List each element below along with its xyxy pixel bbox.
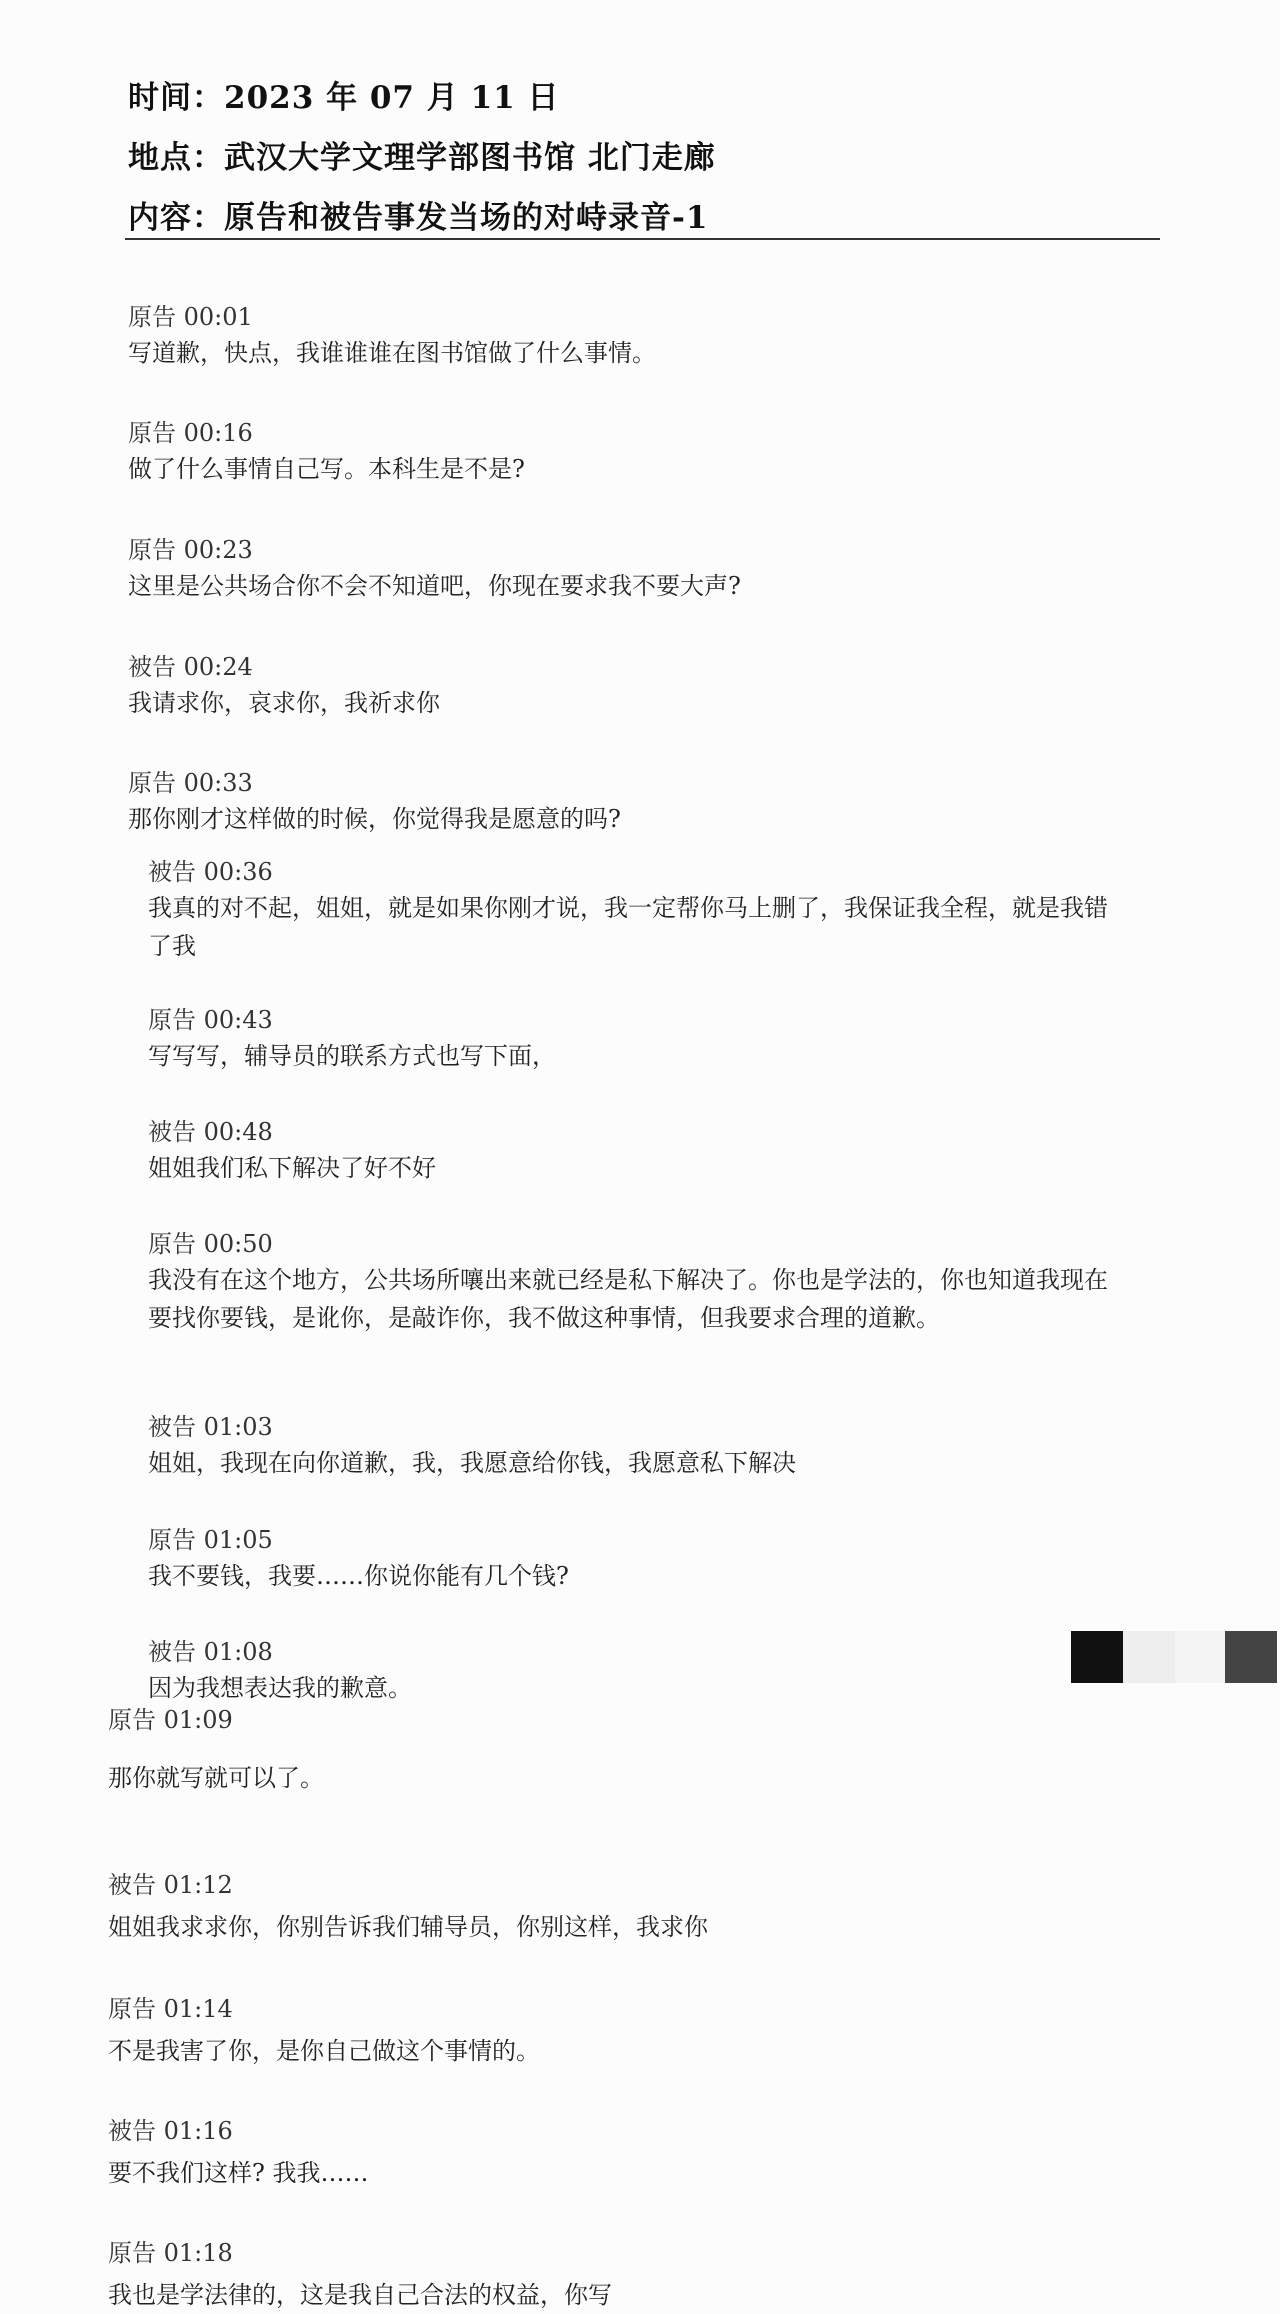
header-content: 内容：原告和被告事发当场的对峙录音-1 — [128, 200, 709, 236]
utterance-text: 不是我害了你，是你自己做这个事情的。 — [108, 2037, 540, 2065]
utterance-text: 那你刚才这样做的时候，你觉得我是愿意的吗? — [128, 805, 621, 833]
speaker-label: 原告 00:16 — [128, 419, 253, 447]
speaker-label: 原告 01:09 — [108, 1706, 233, 1734]
entry-2 — [128, 416, 1128, 488]
entry-7 — [148, 1003, 1123, 1075]
utterance-text: 那你就写就可以了。 — [108, 1764, 324, 1792]
entry-10 — [148, 1410, 1123, 1482]
header-time: 时间：2023 年 07 月 11 日 — [128, 80, 560, 116]
speaker-label: 原告 00:33 — [128, 769, 253, 797]
utterance-text: 因为我想表达我的歉意。 — [148, 1674, 412, 1702]
utterance-text: 写道歉，快点，我谁谁谁在图书馆做了什么事情。 — [128, 339, 656, 367]
entry-15 — [108, 1992, 1108, 2070]
utterance-text: 姐姐我求求你，你别告诉我们辅导员，你别这样，我求你 — [108, 1913, 708, 1941]
utterance-text: 我没有在这个地方，公共场所嚷出来就已经是私下解决了。你也是学法的，你也知道我现在要找你要钱，是讹你，是敲诈你，我不做这种事情，但我要求合理的道歉。 — [148, 1266, 1108, 1332]
entry-1 — [128, 300, 1128, 372]
speaker-label: 被告 01:12 — [108, 1871, 233, 1899]
utterance-text: 我不要钱，我要……你说你能有几个钱? — [148, 1562, 569, 1590]
redaction-swatch — [1175, 1631, 1227, 1683]
entry-3 — [128, 533, 1128, 605]
redaction-swatch — [1071, 1631, 1123, 1683]
utterance-text: 这里是公共场合你不会不知道吧，你现在要求我不要大声? — [128, 572, 741, 600]
utterance-text: 要不我们这样? 我我…… — [108, 2159, 369, 2187]
header-divider — [125, 238, 1160, 240]
speaker-label: 被告 00:48 — [148, 1118, 273, 1146]
utterance-text: 我真的对不起，姐姐，就是如果你刚才说，我一定帮你马上删了，我保证我全程，就是我错了我 — [148, 894, 1108, 960]
entry-17 — [108, 2236, 1108, 2314]
speaker-label: 原告 00:43 — [148, 1006, 273, 1034]
utterance-text: 我请求你，哀求你，我祈求你 — [128, 689, 440, 717]
speaker-label: 原告 00:50 — [148, 1230, 273, 1258]
entry-4 — [128, 650, 1128, 722]
utterance-text: 我也是学法律的，这是我自己合法的权益，你写 — [108, 2281, 612, 2309]
entry-14 — [108, 1868, 1108, 1946]
entry-12 — [148, 1635, 1123, 1707]
speaker-label: 原告 00:23 — [128, 536, 253, 564]
entry-9 — [148, 1227, 1123, 1337]
speaker-label: 被告 00:24 — [128, 653, 253, 681]
entry-8 — [148, 1115, 1123, 1187]
utterance-text: 写写写，辅导员的联系方式也写下面， — [148, 1042, 556, 1070]
entry-6 — [148, 855, 1123, 965]
speaker-label: 原告 01:14 — [108, 1995, 233, 2023]
speaker-label: 原告 01:05 — [148, 1526, 273, 1554]
speaker-label: 原告 00:01 — [128, 303, 253, 331]
speaker-label: 被告 00:36 — [148, 858, 273, 886]
speaker-label: 被告 01:16 — [108, 2117, 233, 2145]
utterance-text: 做了什么事情自己写。本科生是不是? — [128, 455, 525, 483]
redaction-swatch — [1123, 1631, 1175, 1683]
speaker-label: 原告 01:18 — [108, 2239, 233, 2267]
utterance-text: 姐姐我们私下解决了好不好 — [148, 1154, 436, 1182]
entry-5 — [128, 766, 1128, 838]
header-place: 地点：武汉大学文理学部图书馆 北门走廊 — [128, 140, 716, 176]
redaction-swatch — [1225, 1631, 1277, 1683]
utterance-text: 姐姐，我现在向你道歉，我，我愿意给你钱，我愿意私下解决 — [148, 1449, 796, 1477]
speaker-label: 被告 01:08 — [148, 1638, 273, 1666]
entry-11 — [148, 1523, 1123, 1595]
entry-16 — [108, 2114, 1108, 2192]
entry-13 — [108, 1703, 1108, 1797]
speaker-label: 被告 01:03 — [148, 1413, 273, 1441]
